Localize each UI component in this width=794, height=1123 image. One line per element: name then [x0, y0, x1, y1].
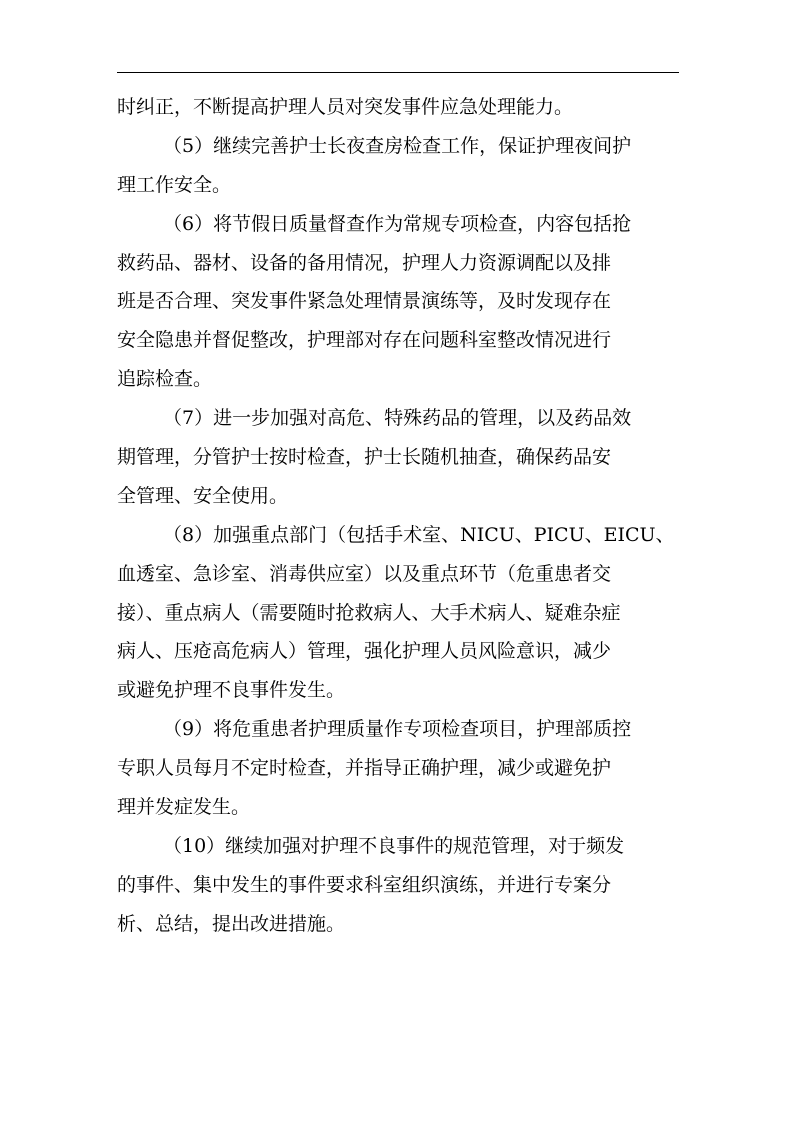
paragraph-line: 病人、压疮高危病人）管理，强化护理人员风险意识，减少	[117, 640, 612, 663]
paragraph-line: 时纠正，不断提高护理人员对突发事件应急处理能力。	[117, 96, 574, 118]
header-rule	[117, 72, 679, 73]
paragraph-continuation	[117, 88, 679, 127]
paragraph-item-9	[117, 710, 679, 827]
paragraph-line: （7）进一步加强对高危、特殊药品的管理，以及药品效	[163, 407, 632, 430]
paragraph-line: 安全隐患并督促整改，护理部对存在问题科室整改情况进行	[117, 329, 612, 352]
paragraph-line: （10）继续加强对护理不良事件的规范管理，对于频发	[163, 834, 625, 857]
paragraph-line: 理并发症发生。	[117, 796, 251, 819]
paragraph-line: 班是否合理、突发事件紧急处理情景演练等，及时发现存在	[117, 290, 612, 313]
paragraph-item-5	[117, 127, 679, 205]
paragraph-line: （8）加强重点部门（包括手术室、NICU、PICU、EICU、	[163, 523, 675, 546]
paragraph-line: 救药品、器材、设备的备用情况，护理人力资源调配以及排	[117, 251, 612, 274]
paragraph-line: 或避免护理不良事件发生。	[117, 679, 346, 702]
document-body	[117, 88, 679, 944]
paragraph-line: 析、总结，提出改进措施。	[117, 912, 346, 935]
paragraph-line: 追踪检查。	[117, 368, 213, 391]
paragraph-line: （6）将节假日质量督查作为常规专项检查，内容包括抢	[163, 212, 632, 235]
paragraph-line: 血透室、急诊室、消毒供应室）以及重点环节（危重患者交	[117, 562, 612, 585]
paragraph-line: 专职人员每月不定时检查，并指导正确护理，减少或避免护	[117, 757, 612, 780]
paragraph-item-6	[117, 205, 679, 399]
paragraph-line: 的事件、集中发生的事件要求科室组织演练，并进行专案分	[117, 873, 612, 896]
paragraph-item-8	[117, 516, 679, 710]
paragraph-line: 接）、重点病人（需要随时抢救病人、大手术病人、疑难杂症	[117, 601, 621, 624]
paragraph-line: 期管理，分管护士按时检查，护士长随机抽查，确保药品安	[117, 446, 612, 469]
paragraph-line: 全管理、安全使用。	[117, 484, 289, 507]
paragraph-item-7	[117, 399, 679, 516]
paragraph-line: 理工作安全。	[117, 173, 232, 196]
paragraph-line: （5）继续完善护士长夜查房检查工作，保证护理夜间护	[163, 134, 632, 157]
paragraph-item-10	[117, 827, 679, 944]
paragraph-line: （9）将危重患者护理质量作专项检查项目，护理部质控	[163, 718, 632, 741]
